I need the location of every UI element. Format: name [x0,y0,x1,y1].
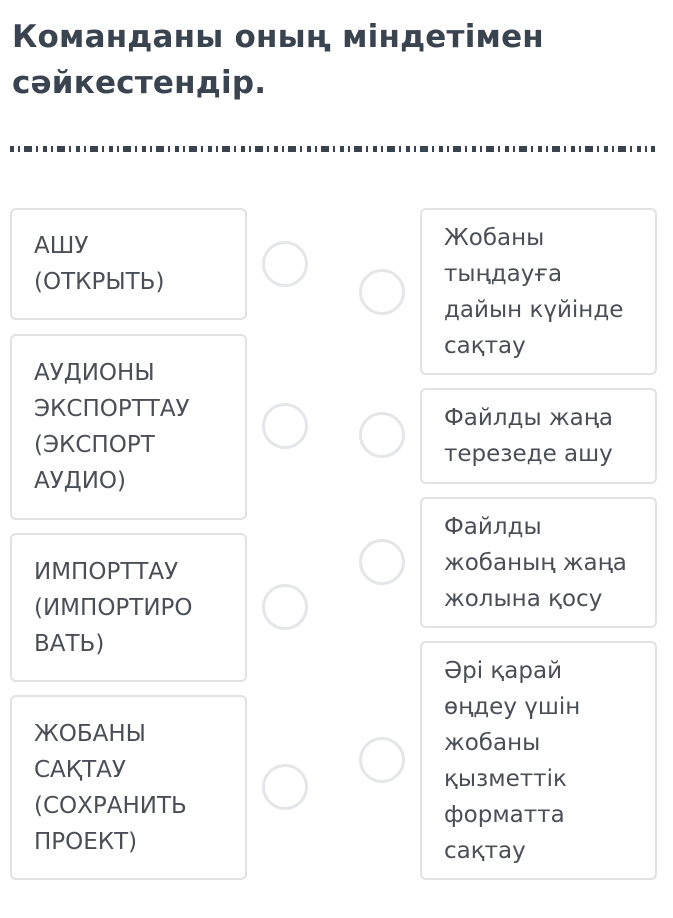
right-card-add-to-new-track[interactable]: Файлды жобаның жаңа жолына қосу [420,497,657,628]
dashed-divider [10,146,655,152]
right-card-save-for-listening[interactable]: Жобаны тыңдауға дайын күйінде сақтау [420,208,657,375]
left-card-import[interactable]: ИМПОРТТАУ (ИМПОРТИРО ВАТЬ) [10,533,247,682]
page-title: Команданы оның міндетімен сәйкестендір. [12,19,544,101]
right-radio-1[interactable] [359,269,405,315]
left-radio-1[interactable] [262,241,308,287]
right-card-save-service-format[interactable]: Әрі қарай өңдеу үшін жобаны қызметтік форматта сақтау [420,641,657,880]
left-radio-3[interactable] [262,584,308,630]
left-card-export-audio[interactable]: АУДИОНЫ ЭКСПОРТТАУ (ЭКСПОРТ АУДИО) [10,334,247,520]
right-radio-4[interactable] [359,737,405,783]
right-card-open-in-new-window[interactable]: Файлды жаңа терезеде ашу [420,388,657,484]
right-radio-3[interactable] [359,539,405,585]
left-card-open[interactable]: АШУ (ОТКРЫТЬ) [10,208,247,320]
left-radio-4[interactable] [262,764,308,810]
left-card-save-project[interactable]: ЖОБАНЫ САҚТАУ (СОХРАНИТЬ ПРОЕКТ) [10,695,247,880]
right-radio-2[interactable] [359,412,405,458]
left-radio-2[interactable] [262,403,308,449]
